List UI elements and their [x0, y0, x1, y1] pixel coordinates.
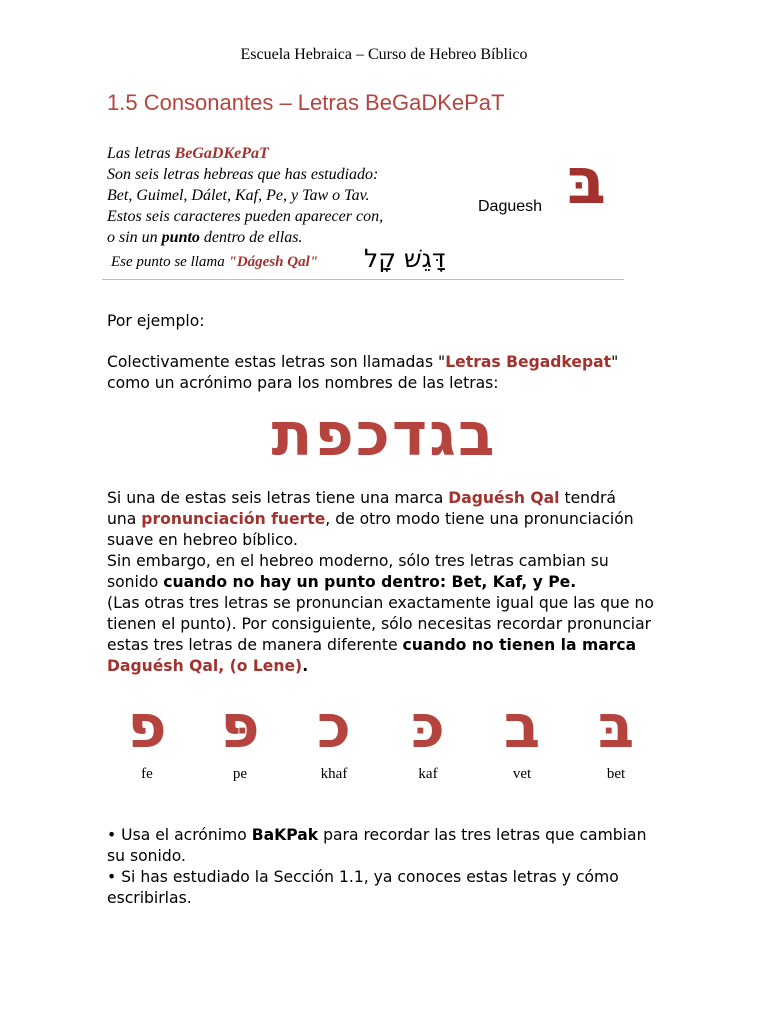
letter-label: fe	[141, 766, 153, 782]
letter-label: pe	[232, 766, 248, 782]
letter-label: khaf	[320, 766, 348, 782]
intro-line-5-end: dentro de ellas.	[199, 229, 303, 246]
dagesh-name-line	[111, 254, 318, 271]
letter-card	[393, 692, 463, 783]
explanation-period: .	[302, 657, 309, 675]
letter-variants-row	[0, 692, 768, 802]
collective-text-2: como un acrónimo para los nombres de las letras:	[107, 374, 499, 392]
explanation-text-8: estas tres letras de manera diferente	[107, 636, 403, 654]
begadkepat-hebrew-word: בגדכפת	[271, 400, 497, 470]
letter-glyph: ב	[503, 692, 541, 762]
letter-glyph: בּ	[597, 692, 635, 762]
explanation-text-1-end: tendrá	[559, 489, 616, 507]
divider-rule	[102, 279, 624, 280]
explanation-bold-1: cuando no hay un punto dentro: Bet, Kaf, y Pe.	[163, 573, 577, 591]
bakpak-term: BaKPak	[251, 826, 319, 844]
letter-label: vet	[512, 766, 532, 782]
letter-label: bet	[606, 766, 626, 782]
bet-with-dagesh-glyph: בּ	[567, 145, 607, 219]
explanation-text-3: suave en hebreo bíblico.	[107, 531, 298, 549]
example-label: Por ejemplo:	[107, 312, 205, 330]
intro-line-3: Bet, Guimel, Dálet, Kaf, Pe, y Taw o Tav.	[107, 187, 370, 204]
dagesh-qal-hebrew: דָּגֵשׁ קָל	[364, 244, 446, 273]
letter-glyph: פ	[127, 692, 167, 762]
explanation-text-4: Sin embargo, en el hebreo moderno, sólo tres letras cambian su	[107, 552, 609, 570]
bullet-2-text-2: escribirlas.	[107, 889, 192, 907]
intro-line-2: Son seis letras hebreas que has estudiado:	[107, 166, 379, 183]
intro-line-1: Las letras	[107, 145, 175, 162]
letter-card	[487, 692, 557, 783]
letter-glyph: פּ	[220, 692, 260, 762]
intro-block	[107, 143, 383, 248]
document-header: Escuela Hebraica – Curso de Hebreo Bíblico	[240, 46, 528, 63]
intro-punto: punto	[161, 229, 200, 246]
letter-card	[112, 692, 182, 783]
collective-quote-close: "	[611, 353, 619, 371]
bullet-1-text-2: su sonido.	[107, 847, 186, 865]
daguesh-qal-term: Daguésh Qal	[448, 489, 560, 507]
explanation-text-6: (Las otras tres letras se pronuncian exactamente igual que las que no	[107, 594, 654, 612]
explanation-text-2-end: , de otro modo tiene una pronunciación	[325, 510, 634, 528]
explanation-paragraph	[107, 488, 677, 677]
letras-begadkepat-term: Letras Begadkepat	[445, 353, 612, 371]
strong-pronunciation-term: pronunciación fuerte	[141, 510, 326, 528]
intro-term: BeGaDKePaT	[174, 145, 269, 162]
collective-text: Colectivamente estas letras son llamadas "	[107, 353, 446, 371]
letter-glyph: כ	[317, 692, 351, 762]
letter-label: kaf	[418, 766, 438, 782]
bullet-2-text: • Si has estudiado la Sección 1.1, ya conoces estas letras y cómo	[107, 868, 619, 886]
section-title: 1.5 Consonantes – Letras BeGaDKePaT	[107, 90, 505, 115]
bullet-1-text-end: para recordar las tres letras que cambian	[318, 826, 647, 844]
bullet-1-text: • Usa el acrónimo	[107, 826, 252, 844]
letter-card	[299, 692, 369, 783]
bullet-list	[107, 825, 677, 909]
daguesh-qal-lene-term: Daguésh Qal, (o Lene)	[107, 657, 303, 675]
explanation-text-7: tienen el punto). Por consiguiente, sólo necesitas recordar pronunciar	[107, 615, 652, 633]
explanation-bold-2: cuando no tienen la marca	[402, 636, 637, 654]
letter-card	[205, 692, 275, 783]
letter-glyph: כּ	[411, 692, 445, 762]
dagesh-qal-term: "Dágesh Qal"	[228, 254, 319, 270]
explanation-text-5: sonido	[107, 573, 164, 591]
collective-paragraph	[107, 352, 677, 394]
daguesh-label: Daguesh	[478, 198, 543, 215]
intro-line-4: Estos seis caracteres pueden aparecer con,	[107, 208, 384, 225]
letter-card	[581, 692, 651, 783]
intro-line-5: o sin un	[107, 229, 162, 246]
explanation-text-2: una	[107, 510, 142, 528]
dagesh-line-text: Ese punto se llama	[111, 254, 229, 270]
explanation-text-1: Si una de estas seis letras tiene una marca	[107, 489, 449, 507]
